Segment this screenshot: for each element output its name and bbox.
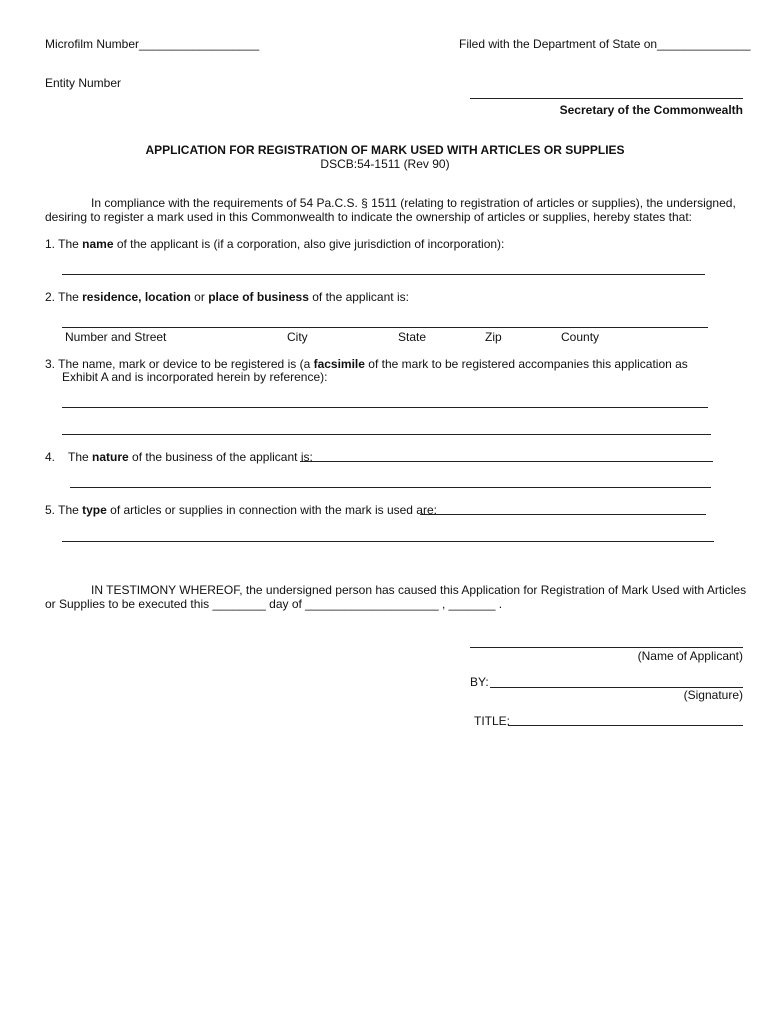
title-line[interactable] bbox=[508, 725, 743, 726]
form-title: APPLICATION FOR REGISTRATION OF MARK USED WITH ARTICLES OR SUPPLIES bbox=[145, 143, 625, 157]
entity-number-label: Entity Number bbox=[45, 76, 122, 90]
title-label: TITLE: bbox=[474, 714, 511, 728]
articles-type-line-1[interactable] bbox=[420, 514, 706, 515]
item-3-text-line-2: Exhibit A and is incorporated herein by reference): bbox=[62, 370, 328, 384]
city-label: City bbox=[287, 330, 308, 344]
intro-line-1: In compliance with the requirements of 54 Pa.C.S. § 1511 (relating to registration of articles or supplies), the undersigned, bbox=[91, 196, 736, 210]
item-4-text: The nature of the business of the applicant is: bbox=[68, 450, 313, 464]
applicant-name-signature-line[interactable] bbox=[470, 647, 743, 648]
county-label: County bbox=[561, 330, 600, 344]
business-nature-line-2[interactable] bbox=[70, 487, 711, 488]
mark-line-2[interactable] bbox=[62, 434, 711, 435]
filed-date-field: Filed with the Department of State on______________ bbox=[459, 37, 751, 51]
by-label: BY: bbox=[470, 675, 489, 689]
item-5-text: 5. The type of articles or supplies in connection with the mark is used are: bbox=[45, 503, 437, 517]
signature-label: (Signature) bbox=[683, 688, 743, 702]
business-nature-line-1[interactable] bbox=[300, 461, 713, 462]
microfilm-number-field: Microfilm Number__________________ bbox=[45, 37, 260, 51]
street-label: Number and Street bbox=[65, 330, 167, 344]
form-code: DSCB:54-1511 (Rev 90) bbox=[320, 157, 450, 171]
zip-label: Zip bbox=[485, 330, 502, 344]
testimony-line-2: or Supplies to be executed this ________ day of ____________________ , _______ . bbox=[45, 597, 503, 611]
item-1-text: 1. The name of the applicant is (if a corporation, also give jurisdiction of incorporation): bbox=[45, 237, 505, 251]
item-3-text: 3. The name, mark or device to be registered is (a facsimile of the mark to be registered accompanies this application as bbox=[45, 357, 688, 371]
state-label: State bbox=[398, 330, 427, 344]
address-line[interactable] bbox=[62, 327, 708, 328]
articles-type-line-2[interactable] bbox=[62, 541, 714, 542]
testimony-line-1: IN TESTIMONY WHEREOF, the undersigned person has caused this Application for Registration of Mark Used with Articles bbox=[91, 583, 747, 597]
item-2-text: 2. The residence, location or place of business of the applicant is: bbox=[45, 290, 409, 304]
secretary-signature-line bbox=[470, 98, 743, 99]
intro-line-2: desiring to register a mark used in this Commonwealth to indicate the ownership of articles or supplies, hereby states that: bbox=[45, 210, 692, 224]
applicant-name-line[interactable] bbox=[62, 274, 705, 275]
mark-line-1[interactable] bbox=[62, 407, 708, 408]
name-of-applicant-label: (Name of Applicant) bbox=[637, 649, 743, 663]
secretary-label: Secretary of the Commonwealth bbox=[559, 103, 743, 117]
item-4-number: 4. bbox=[45, 450, 56, 464]
